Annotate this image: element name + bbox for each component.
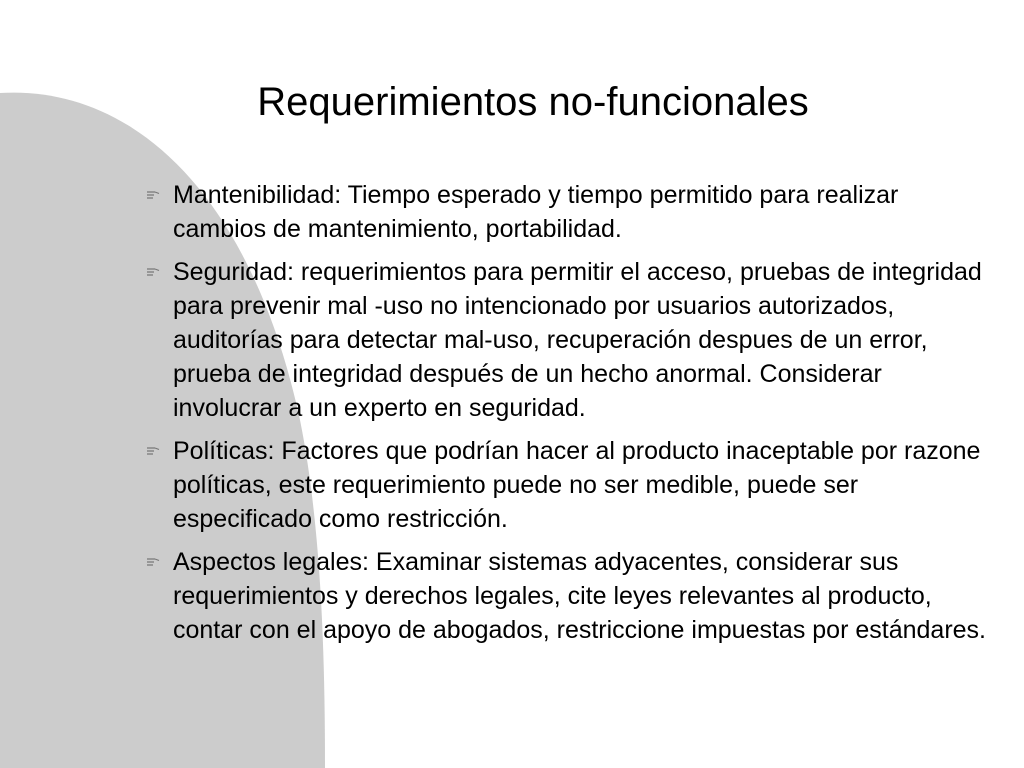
pointing-hand-icon [146, 255, 173, 289]
bullet-text: Seguridad: requerimientos para permitir el acceso, pruebas de integridad para prevenir mal -uso no intencionado por usuarios autorizados, auditorías para detectar mal-uso, recuperación despues de un error, prueba de integridad después de un hecho anormal. Considerar involucrar a un experto en seguridad. [173, 258, 982, 422]
bullet-item-seguridad [146, 255, 996, 425]
bullet-item-politicas [146, 434, 996, 536]
bullet-item-aspectos-legales [146, 545, 996, 647]
bullet-list [146, 178, 996, 656]
bullet-text: Políticas: Factores que podrían hacer al producto inaceptable por razone políticas, este requerimiento puede no ser medible, puede ser especificado como restricción. [173, 437, 981, 533]
bullet-text: Mantenibilidad: Tiempo esperado y tiempo permitido para realizar cambios de mantenimiento, portabilidad. [173, 181, 899, 243]
pointing-hand-icon [146, 178, 173, 212]
bullet-text: Aspectos legales: Examinar sistemas adyacentes, considerar sus requerimientos y derechos legales, cite leyes relevantes al producto, contar con el apoyo de abogados, restriccione impuestas por estándares. [173, 548, 986, 644]
pointing-hand-icon [146, 545, 173, 579]
bullet-item-mantenibilidad [146, 178, 996, 246]
pointing-hand-icon [146, 434, 173, 468]
slide-title: Requerimientos no-funcionales [257, 80, 809, 124]
